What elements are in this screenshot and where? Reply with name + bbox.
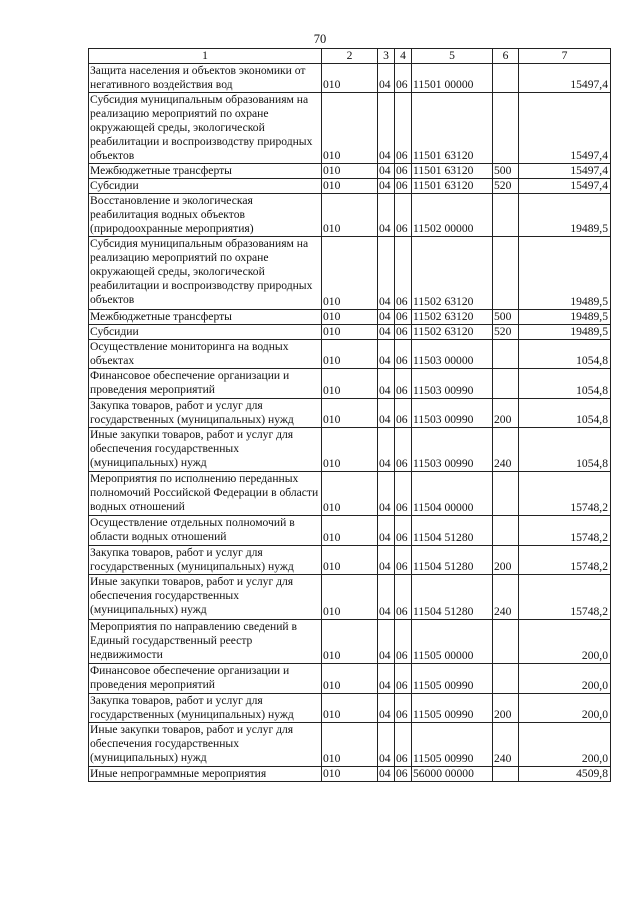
row-expense-type-cell: 520 xyxy=(493,325,519,340)
row-target-article-cell: 11504 51280 xyxy=(412,516,493,546)
row-name-cell: Субсидия муниципальным образованиям на реализацию мероприятий по охране окружающей среды, экологической реабилитации и воспроизводству природных объектов xyxy=(89,93,322,164)
row-target-article-cell: 11503 00990 xyxy=(412,399,493,428)
table-row xyxy=(89,575,611,620)
table-row xyxy=(89,164,611,179)
row-target-article-cell: 11505 00990 xyxy=(412,694,493,723)
row-amount-cell: 200,0 xyxy=(519,694,611,723)
row-expense-type-cell: 520 xyxy=(493,179,519,194)
col-header-2: 2 xyxy=(322,49,378,64)
row-section-cell: 04 xyxy=(378,164,395,179)
row-amount-cell: 1054,8 xyxy=(519,340,611,369)
row-subsection-cell: 06 xyxy=(395,546,412,575)
row-expense-type-cell: 240 xyxy=(493,575,519,620)
col-header-3: 3 xyxy=(378,49,395,64)
row-amount-cell: 15497,4 xyxy=(519,93,611,164)
row-target-article-cell: 11502 00000 xyxy=(412,194,493,237)
table-row xyxy=(89,325,611,340)
row-target-article-cell: 11504 00000 xyxy=(412,472,493,516)
row-code-cell: 010 xyxy=(322,179,378,194)
col-header-1: 1 xyxy=(89,49,322,64)
row-code-cell: 010 xyxy=(322,64,378,93)
row-code-cell: 010 xyxy=(322,546,378,575)
row-code-cell: 010 xyxy=(322,516,378,546)
row-expense-type-cell xyxy=(493,767,519,782)
table-row xyxy=(89,340,611,369)
table-row xyxy=(89,369,611,399)
row-name-cell: Иные закупки товаров, работ и услуг для обеспечения государственных (муниципальных) нужд xyxy=(89,575,322,620)
row-expense-type-cell: 200 xyxy=(493,399,519,428)
table-row xyxy=(89,428,611,472)
col-header-6: 6 xyxy=(493,49,519,64)
row-name-cell: Межбюджетные трансферты xyxy=(89,164,322,179)
col-header-7: 7 xyxy=(519,49,611,64)
row-subsection-cell: 06 xyxy=(395,194,412,237)
row-section-cell: 04 xyxy=(378,694,395,723)
row-target-article-cell: 11502 63120 xyxy=(412,237,493,310)
row-subsection-cell: 06 xyxy=(395,369,412,399)
row-target-article-cell: 11502 63120 xyxy=(412,310,493,325)
row-name-cell: Иные закупки товаров, работ и услуг для обеспечения государственных (муниципальных) нужд xyxy=(89,428,322,472)
row-amount-cell: 1054,8 xyxy=(519,399,611,428)
table-row xyxy=(89,516,611,546)
row-code-cell: 010 xyxy=(322,340,378,369)
row-code-cell: 010 xyxy=(322,93,378,164)
row-code-cell: 010 xyxy=(322,575,378,620)
row-expense-type-cell xyxy=(493,340,519,369)
row-subsection-cell: 06 xyxy=(395,472,412,516)
table-row xyxy=(89,664,611,694)
row-code-cell: 010 xyxy=(322,664,378,694)
row-code-cell: 010 xyxy=(322,164,378,179)
row-name-cell: Защита населения и объектов экономики от негативного воздействия вод xyxy=(89,64,322,93)
row-name-cell: Осуществление отдельных полномочий в области водных отношений xyxy=(89,516,322,546)
row-code-cell: 010 xyxy=(322,237,378,310)
row-subsection-cell: 06 xyxy=(395,428,412,472)
row-target-article-cell: 56000 00000 xyxy=(412,767,493,782)
row-section-cell: 04 xyxy=(378,428,395,472)
row-expense-type-cell xyxy=(493,64,519,93)
table-row xyxy=(89,64,611,93)
row-code-cell: 010 xyxy=(322,472,378,516)
row-subsection-cell: 06 xyxy=(395,767,412,782)
row-target-article-cell: 11503 00990 xyxy=(412,369,493,399)
row-name-cell: Мероприятия по направлению сведений в Единый государственный реестр недвижимости xyxy=(89,620,322,664)
row-section-cell: 04 xyxy=(378,723,395,767)
row-amount-cell: 15748,2 xyxy=(519,472,611,516)
row-subsection-cell: 06 xyxy=(395,516,412,546)
row-code-cell: 010 xyxy=(322,767,378,782)
row-amount-cell: 19489,5 xyxy=(519,237,611,310)
row-expense-type-cell: 200 xyxy=(493,546,519,575)
table-row xyxy=(89,93,611,164)
row-name-cell: Иные закупки товаров, работ и услуг для обеспечения государственных (муниципальных) нужд xyxy=(89,723,322,767)
row-target-article-cell: 11503 00000 xyxy=(412,340,493,369)
row-amount-cell: 1054,8 xyxy=(519,369,611,399)
row-subsection-cell: 06 xyxy=(395,179,412,194)
row-section-cell: 04 xyxy=(378,310,395,325)
table-row xyxy=(89,620,611,664)
row-code-cell: 010 xyxy=(322,325,378,340)
row-subsection-cell: 06 xyxy=(395,325,412,340)
row-amount-cell: 15497,4 xyxy=(519,164,611,179)
row-section-cell: 04 xyxy=(378,399,395,428)
row-amount-cell: 19489,5 xyxy=(519,194,611,237)
row-section-cell: 04 xyxy=(378,546,395,575)
row-name-cell: Межбюджетные трансферты xyxy=(89,310,322,325)
col-header-5: 5 xyxy=(412,49,493,64)
row-section-cell: 04 xyxy=(378,767,395,782)
row-expense-type-cell xyxy=(493,620,519,664)
row-amount-cell: 15497,4 xyxy=(519,179,611,194)
row-amount-cell: 200,0 xyxy=(519,620,611,664)
row-subsection-cell: 06 xyxy=(395,164,412,179)
row-target-article-cell: 11505 00990 xyxy=(412,664,493,694)
row-subsection-cell: 06 xyxy=(395,620,412,664)
row-code-cell: 010 xyxy=(322,399,378,428)
row-expense-type-cell: 500 xyxy=(493,310,519,325)
table-row xyxy=(89,237,611,310)
row-target-article-cell: 11502 63120 xyxy=(412,325,493,340)
row-subsection-cell: 06 xyxy=(395,575,412,620)
row-subsection-cell: 06 xyxy=(395,694,412,723)
row-expense-type-cell xyxy=(493,93,519,164)
row-code-cell: 010 xyxy=(322,310,378,325)
row-subsection-cell: 06 xyxy=(395,664,412,694)
row-subsection-cell: 06 xyxy=(395,237,412,310)
row-code-cell: 010 xyxy=(322,620,378,664)
row-code-cell: 010 xyxy=(322,194,378,237)
row-amount-cell: 19489,5 xyxy=(519,310,611,325)
row-amount-cell: 15497,4 xyxy=(519,64,611,93)
row-subsection-cell: 06 xyxy=(395,340,412,369)
row-subsection-cell: 06 xyxy=(395,64,412,93)
row-name-cell: Субсидии xyxy=(89,325,322,340)
row-expense-type-cell xyxy=(493,472,519,516)
row-subsection-cell: 06 xyxy=(395,723,412,767)
table-row xyxy=(89,472,611,516)
col-header-4: 4 xyxy=(395,49,412,64)
row-expense-type-cell: 240 xyxy=(493,723,519,767)
row-amount-cell: 200,0 xyxy=(519,723,611,767)
row-code-cell: 010 xyxy=(322,428,378,472)
row-name-cell: Иные непрограммные мероприятия xyxy=(89,767,322,782)
row-name-cell: Осуществление мониторинга на водных объектах xyxy=(89,340,322,369)
row-section-cell: 04 xyxy=(378,575,395,620)
table-row xyxy=(89,194,611,237)
row-name-cell: Закупка товаров, работ и услуг для государственных (муниципальных) нужд xyxy=(89,546,322,575)
row-expense-type-cell xyxy=(493,237,519,310)
row-name-cell: Финансовое обеспечение организации и проведения мероприятий xyxy=(89,664,322,694)
row-subsection-cell: 06 xyxy=(395,399,412,428)
table-row xyxy=(89,310,611,325)
row-section-cell: 04 xyxy=(378,369,395,399)
row-target-article-cell: 11505 00000 xyxy=(412,620,493,664)
row-target-article-cell: 11501 63120 xyxy=(412,164,493,179)
row-target-article-cell: 11505 00990 xyxy=(412,723,493,767)
row-amount-cell: 200,0 xyxy=(519,664,611,694)
budget-table xyxy=(88,48,611,782)
row-name-cell: Закупка товаров, работ и услуг для государственных (муниципальных) нужд xyxy=(89,399,322,428)
row-name-cell: Субсидии xyxy=(89,179,322,194)
row-section-cell: 04 xyxy=(378,93,395,164)
row-amount-cell: 4509,8 xyxy=(519,767,611,782)
row-section-cell: 04 xyxy=(378,179,395,194)
table-row xyxy=(89,694,611,723)
row-target-article-cell: 11501 00000 xyxy=(412,64,493,93)
row-expense-type-cell xyxy=(493,664,519,694)
row-expense-type-cell: 500 xyxy=(493,164,519,179)
table-row xyxy=(89,546,611,575)
page-number: 70 xyxy=(313,32,327,46)
header-row xyxy=(89,49,611,64)
row-name-cell: Восстановление и экологическая реабилитация водных объектов (природоохранные мероприятия) xyxy=(89,194,322,237)
row-section-cell: 04 xyxy=(378,664,395,694)
row-target-article-cell: 11504 51280 xyxy=(412,575,493,620)
row-expense-type-cell: 240 xyxy=(493,428,519,472)
row-name-cell: Субсидия муниципальным образованиям на реализацию мероприятий по охране окружающей среды, экологической реабилитации и воспроизводству природных объектов xyxy=(89,237,322,310)
row-code-cell: 010 xyxy=(322,723,378,767)
row-section-cell: 04 xyxy=(378,340,395,369)
table-row xyxy=(89,723,611,767)
row-section-cell: 04 xyxy=(378,516,395,546)
row-target-article-cell: 11501 63120 xyxy=(412,179,493,194)
row-target-article-cell: 11503 00990 xyxy=(412,428,493,472)
row-section-cell: 04 xyxy=(378,64,395,93)
row-amount-cell: 15748,2 xyxy=(519,575,611,620)
row-section-cell: 04 xyxy=(378,472,395,516)
row-name-cell: Закупка товаров, работ и услуг для государственных (муниципальных) нужд xyxy=(89,694,322,723)
row-amount-cell: 15748,2 xyxy=(519,516,611,546)
row-section-cell: 04 xyxy=(378,325,395,340)
table-row xyxy=(89,399,611,428)
row-code-cell: 010 xyxy=(322,369,378,399)
row-subsection-cell: 06 xyxy=(395,310,412,325)
row-name-cell: Мероприятия по исполнению переданных полномочий Российской Федерации в области водных отношений xyxy=(89,472,322,516)
row-target-article-cell: 11504 51280 xyxy=(412,546,493,575)
table-row xyxy=(89,179,611,194)
row-section-cell: 04 xyxy=(378,237,395,310)
row-expense-type-cell xyxy=(493,369,519,399)
row-code-cell: 010 xyxy=(322,694,378,723)
row-section-cell: 04 xyxy=(378,194,395,237)
row-expense-type-cell xyxy=(493,516,519,546)
row-expense-type-cell xyxy=(493,194,519,237)
row-section-cell: 04 xyxy=(378,620,395,664)
row-subsection-cell: 06 xyxy=(395,93,412,164)
row-name-cell: Финансовое обеспечение организации и проведения мероприятий xyxy=(89,369,322,399)
row-amount-cell: 1054,8 xyxy=(519,428,611,472)
row-amount-cell: 19489,5 xyxy=(519,325,611,340)
row-amount-cell: 15748,2 xyxy=(519,546,611,575)
row-target-article-cell: 11501 63120 xyxy=(412,93,493,164)
table-row xyxy=(89,767,611,782)
row-expense-type-cell: 200 xyxy=(493,694,519,723)
